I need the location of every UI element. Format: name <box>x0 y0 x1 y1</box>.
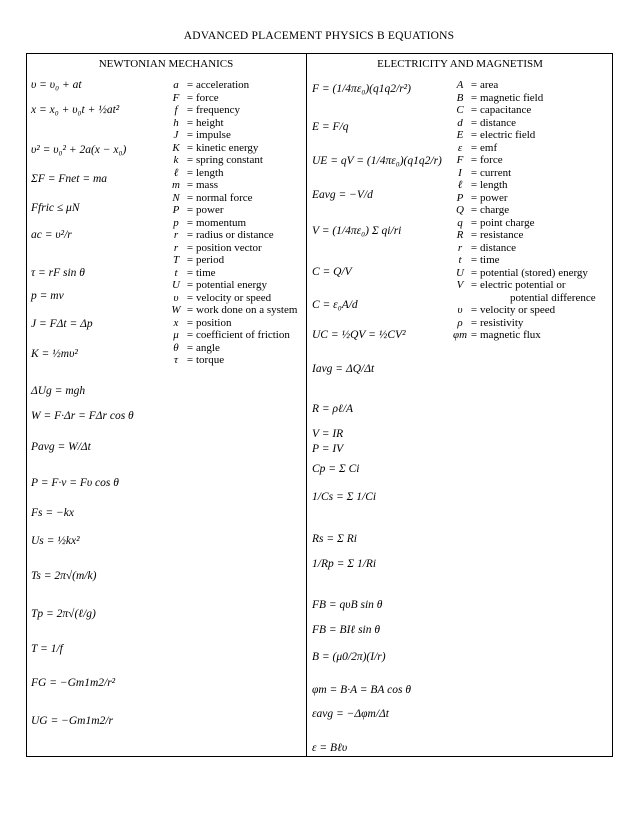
em-symbol-row <box>452 179 612 192</box>
em-equation-12: P = IV <box>312 443 344 455</box>
mechanics-equation-7: τ = rF sin θ <box>31 267 85 279</box>
mechanics-symbol: N <box>172 191 180 204</box>
em-equation-9: Iavg = ΔQ/Δt <box>312 363 375 375</box>
em-symbol-row <box>452 304 612 317</box>
em-equation-1: F = (1/4πε₀)(q1q2/r²) <box>312 83 411 95</box>
em-symbol-row <box>452 229 612 242</box>
mechanics-meaning: normal force <box>196 191 253 204</box>
em-equation-15: Rs = Σ Ri <box>312 533 357 545</box>
em-meaning: electric potential or <box>480 279 566 291</box>
mechanics-symbol-row <box>168 104 306 117</box>
em-equation-7: C = ε₀A/d <box>312 299 358 311</box>
em-meaning: magnetic flux <box>480 329 541 341</box>
mechanics-equals: = <box>186 154 194 166</box>
em-symbol: ρ <box>457 316 463 329</box>
em-meaning: force <box>480 154 503 166</box>
mechanics-equation-10: K = ½mυ² <box>31 348 78 360</box>
em-symbol: Q <box>456 204 464 216</box>
mechanics-equation-11: ΔUg = mgh <box>31 385 86 397</box>
mechanics-meaning: length <box>196 166 224 179</box>
mechanics-symbol: J <box>173 129 179 141</box>
mechanics-symbol-row <box>168 79 306 92</box>
mechanics-meaning: period <box>196 254 225 266</box>
em-symbol: I <box>458 166 462 179</box>
em-meaning: distance <box>480 241 517 254</box>
mechanics-equation-18: Tp = 2π√(ℓ/g) <box>31 608 96 620</box>
mechanics-meaning: spring constant <box>196 154 263 166</box>
em-equation-8: UC = ½QV = ½CV² <box>312 329 406 341</box>
em-meaning: charge <box>480 204 510 216</box>
page-title: ADVANCED PLACEMENT PHYSICS B EQUATIONS <box>183 30 455 42</box>
mechanics-meaning: angle <box>196 341 220 354</box>
em-symbol-row <box>452 129 612 142</box>
em-symbol-row <box>452 242 612 255</box>
mechanics-symbol: t <box>174 266 178 279</box>
mechanics-symbol-row <box>168 142 306 155</box>
em-symbol: t <box>458 254 462 266</box>
mechanics-meaning: torque <box>196 354 225 366</box>
mechanics-equals: = <box>186 291 194 304</box>
mechanics-equals: = <box>186 179 194 191</box>
mechanics-equation-13: Pavg = W/Δt <box>31 441 91 453</box>
mechanics-symbol: U <box>172 279 180 291</box>
mechanics-equation-8: p = mv <box>31 290 64 302</box>
em-symbol: R <box>456 229 464 241</box>
em-equation-10: R = ρℓ/A <box>312 403 354 415</box>
mechanics-equation-17: Ts = 2π√(m/k) <box>31 570 97 582</box>
em-symbol: r <box>457 241 463 254</box>
mechanics-symbol: k <box>173 154 179 166</box>
em-symbol-row <box>452 92 612 105</box>
mechanics-equals: = <box>186 229 194 241</box>
em-equals: = <box>470 116 478 129</box>
mechanics-meaning: work done on a system <box>196 304 298 316</box>
em-equation-11: V = IR <box>312 428 344 440</box>
em-meaning: current <box>480 166 512 179</box>
em-symbol: q <box>457 216 463 229</box>
mechanics-equals: = <box>186 166 194 179</box>
mechanics-equals: = <box>186 204 194 216</box>
em-symbol-row <box>452 79 612 92</box>
mechanics-meaning: power <box>196 204 224 216</box>
mechanics-symbol: υ <box>173 291 179 304</box>
mechanics-equals: = <box>186 129 194 141</box>
em-symbol: ℓ <box>457 179 463 191</box>
em-equals: = <box>470 216 478 229</box>
em-symbol: d <box>457 116 463 129</box>
mechanics-symbol-row <box>168 329 306 342</box>
em-meaning: area <box>480 79 499 91</box>
column-divider <box>306 53 307 757</box>
em-meaning: length <box>480 179 508 191</box>
mechanics-equals: = <box>186 279 194 291</box>
mechanics-symbol-row <box>168 354 306 367</box>
em-meaning: point charge <box>480 216 535 229</box>
em-meaning: potential (stored) energy <box>480 266 588 279</box>
em-equals: = <box>470 254 478 266</box>
em-equals: = <box>470 154 478 166</box>
mechanics-meaning: momentum <box>196 216 247 229</box>
em-meaning: resistance <box>480 229 524 241</box>
mechanics-equals: = <box>186 216 194 229</box>
em-equals: = <box>470 104 478 116</box>
em-meaning: magnetic field <box>480 91 544 104</box>
em-symbol-row <box>452 204 612 217</box>
em-equals: = <box>470 266 478 279</box>
em-equation-5: V = (1/4πε₀) Σ qi/ri <box>312 225 402 237</box>
mechanics-symbol: m <box>172 179 180 191</box>
mechanics-symbol: f <box>174 104 178 116</box>
em-symbol: F <box>456 154 464 166</box>
mechanics-meaning: height <box>196 116 224 129</box>
mechanics-symbol: K <box>172 141 180 154</box>
em-equals: = <box>470 79 478 91</box>
mechanics-equation-9: J = FΔt = Δp <box>31 318 93 330</box>
mechanics-symbol-row <box>168 192 306 205</box>
em-equation-13: Cp = Σ Ci <box>312 463 360 475</box>
em-symbol-row <box>452 279 612 292</box>
mechanics-symbol: P <box>172 204 180 216</box>
em-equation-2: E = F/q <box>312 121 349 133</box>
em-equals: = <box>470 304 478 316</box>
mechanics-symbol: r <box>173 229 179 241</box>
mechanics-symbol-row <box>168 117 306 130</box>
mechanics-meaning: position vector <box>196 241 262 254</box>
em-symbol: C <box>456 104 464 116</box>
mechanics-equals: = <box>186 254 194 266</box>
em-equation-3: UE = qV = (1/4πε₀)(q1q2/r) <box>312 155 442 167</box>
em-meaning: velocity or speed <box>480 304 556 316</box>
mechanics-equation-21: UG = −Gm1m2/r <box>31 715 113 727</box>
em-symbol-row <box>452 254 612 267</box>
mechanics-header: NEWTONIAN MECHANICS <box>98 58 234 70</box>
em-symbol-row <box>452 142 612 155</box>
em-equation-6: C = Q/V <box>312 266 352 278</box>
mechanics-equals: = <box>186 91 194 104</box>
em-symbol-row <box>452 154 612 167</box>
em-equals: = <box>470 329 478 341</box>
em-equals: = <box>470 91 478 104</box>
em-equation-16: 1/Rp = Σ 1/Ri <box>312 558 377 570</box>
em-meaning: emf <box>480 141 498 154</box>
mechanics-symbol-row <box>168 92 306 105</box>
mechanics-equals: = <box>186 116 194 129</box>
mechanics-symbol: T <box>172 254 180 266</box>
em-equation-4: Eavg = −V/d <box>312 189 373 201</box>
em-symbol: ε <box>457 141 463 154</box>
mechanics-equals: = <box>186 341 194 354</box>
mechanics-equation-5: Ffric ≤ μN <box>31 202 80 214</box>
mechanics-symbol: μ <box>173 329 179 341</box>
em-equals: = <box>470 179 478 191</box>
em-equals: = <box>470 241 478 254</box>
em-equals: = <box>470 166 478 179</box>
em-equation-14: 1/Cs = Σ 1/Ci <box>312 491 377 503</box>
em-meaning: potential difference <box>510 291 596 304</box>
em-equation-19: B = (μ0/2π)(I/r) <box>312 651 386 663</box>
em-equals: = <box>470 279 478 291</box>
em-symbol-row <box>452 329 612 342</box>
mechanics-symbol-row <box>168 304 306 317</box>
mechanics-equation-3: υ² = υ₀² + 2a(x − x₀) <box>31 144 127 156</box>
mechanics-equation-2: x = x₀ + υ₀t + ½at² <box>31 104 120 116</box>
mechanics-symbol: θ <box>173 341 179 354</box>
em-symbol-row <box>452 292 612 305</box>
mechanics-meaning: acceleration <box>196 79 250 91</box>
mechanics-equation-15: Fs = −kx <box>31 507 74 519</box>
em-equation-18: FB = BIℓ sin θ <box>312 624 381 636</box>
mechanics-symbol-row <box>168 279 306 292</box>
mechanics-symbol-row <box>168 204 306 217</box>
mechanics-symbol-row <box>168 229 306 242</box>
mechanics-meaning: kinetic energy <box>196 141 259 154</box>
em-equation-21: εavg = −Δφm/Δt <box>312 708 389 720</box>
mechanics-equals: = <box>186 354 194 366</box>
mechanics-symbol-row <box>168 217 306 230</box>
mechanics-equals: = <box>186 329 194 341</box>
em-symbol: P <box>456 191 464 204</box>
em-symbol: A <box>456 79 464 91</box>
mechanics-symbol: τ <box>174 354 178 366</box>
em-equals: = <box>470 204 478 216</box>
em-symbol: V <box>456 279 464 291</box>
em-symbol-row <box>452 167 612 180</box>
mechanics-meaning: force <box>196 91 219 104</box>
em-meaning: electric field <box>480 129 536 141</box>
mechanics-meaning: position <box>196 316 232 329</box>
em-symbol-row <box>452 117 612 130</box>
mechanics-meaning: mass <box>196 179 218 191</box>
mechanics-equals: = <box>186 241 194 254</box>
mechanics-meaning: time <box>196 266 216 279</box>
em-symbol-row <box>452 192 612 205</box>
mechanics-equation-16: Us = ½kx² <box>31 535 80 547</box>
em-equals: = <box>470 229 478 241</box>
em-header: ELECTRICITY AND MAGNETISM <box>377 58 543 70</box>
mechanics-symbol-row <box>168 267 306 280</box>
mechanics-equals: = <box>186 191 194 204</box>
em-meaning: resistivity <box>480 316 524 329</box>
mechanics-equation-19: T = 1/f <box>31 643 63 655</box>
em-symbol: E <box>456 129 464 141</box>
mechanics-symbol: r <box>173 241 179 254</box>
em-equals: = <box>470 129 478 141</box>
mechanics-equals: = <box>186 316 194 329</box>
mechanics-symbol: x <box>173 316 179 329</box>
em-equation-20: φm = B·A = BA cos θ <box>312 684 411 696</box>
em-meaning: power <box>480 191 508 204</box>
mechanics-symbol: W <box>171 304 181 316</box>
mechanics-symbol: p <box>173 216 179 229</box>
em-meaning: time <box>480 254 500 266</box>
em-equation-17: FB = qυB sin θ <box>312 599 383 611</box>
mechanics-equals: = <box>186 141 194 154</box>
em-symbol: B <box>456 91 464 104</box>
em-meaning: distance <box>480 116 517 129</box>
em-symbol: U <box>456 266 464 279</box>
mechanics-equation-4: ΣF = Fnet = ma <box>31 173 108 185</box>
mechanics-symbol-row <box>168 317 306 330</box>
mechanics-equation-20: FG = −Gm1m2/r² <box>31 677 116 689</box>
em-symbol-row <box>452 104 612 117</box>
mechanics-symbol-row <box>168 154 306 167</box>
mechanics-symbol-row <box>168 167 306 180</box>
mechanics-meaning: velocity or speed <box>196 291 272 304</box>
mechanics-equals: = <box>186 79 194 91</box>
mechanics-equation-1: υ = υ₀ + at <box>31 79 82 91</box>
mechanics-meaning: radius or distance <box>196 229 274 241</box>
mechanics-equals: = <box>186 104 194 116</box>
mechanics-symbol-row <box>168 242 306 255</box>
mechanics-symbol-row <box>168 254 306 267</box>
mechanics-equation-14: P = F·v = Fυ cos θ <box>31 477 119 489</box>
mechanics-equals: = <box>186 266 194 279</box>
em-equals: = <box>470 316 478 329</box>
mechanics-equation-12: W = F·Δr = FΔr cos θ <box>31 410 134 422</box>
mechanics-symbol-row <box>168 179 306 192</box>
mechanics-symbol-row <box>168 292 306 305</box>
em-symbol-row <box>452 267 612 280</box>
em-equals: = <box>470 191 478 204</box>
mechanics-symbol-row <box>168 342 306 355</box>
mechanics-symbol-row <box>168 129 306 142</box>
mechanics-symbol: F <box>172 91 180 104</box>
em-symbol: φm <box>452 329 468 341</box>
mechanics-meaning: potential energy <box>196 279 267 291</box>
em-equation-22: ε = Bℓυ <box>312 742 348 754</box>
mechanics-meaning: frequency <box>196 104 240 116</box>
mechanics-symbol: a <box>173 79 179 91</box>
em-symbol-row <box>452 217 612 230</box>
mechanics-equation-6: ac = υ²/r <box>31 229 72 241</box>
mechanics-meaning: coefficient of friction <box>196 329 290 341</box>
mechanics-meaning: impulse <box>196 129 231 141</box>
em-equals: = <box>470 141 478 154</box>
em-meaning: capacitance <box>480 104 532 116</box>
em-symbol: υ <box>457 304 463 316</box>
mechanics-symbol: h <box>173 116 179 129</box>
mechanics-symbol: ℓ <box>173 166 179 179</box>
em-symbol-row <box>452 317 612 330</box>
mechanics-equals: = <box>186 304 194 316</box>
